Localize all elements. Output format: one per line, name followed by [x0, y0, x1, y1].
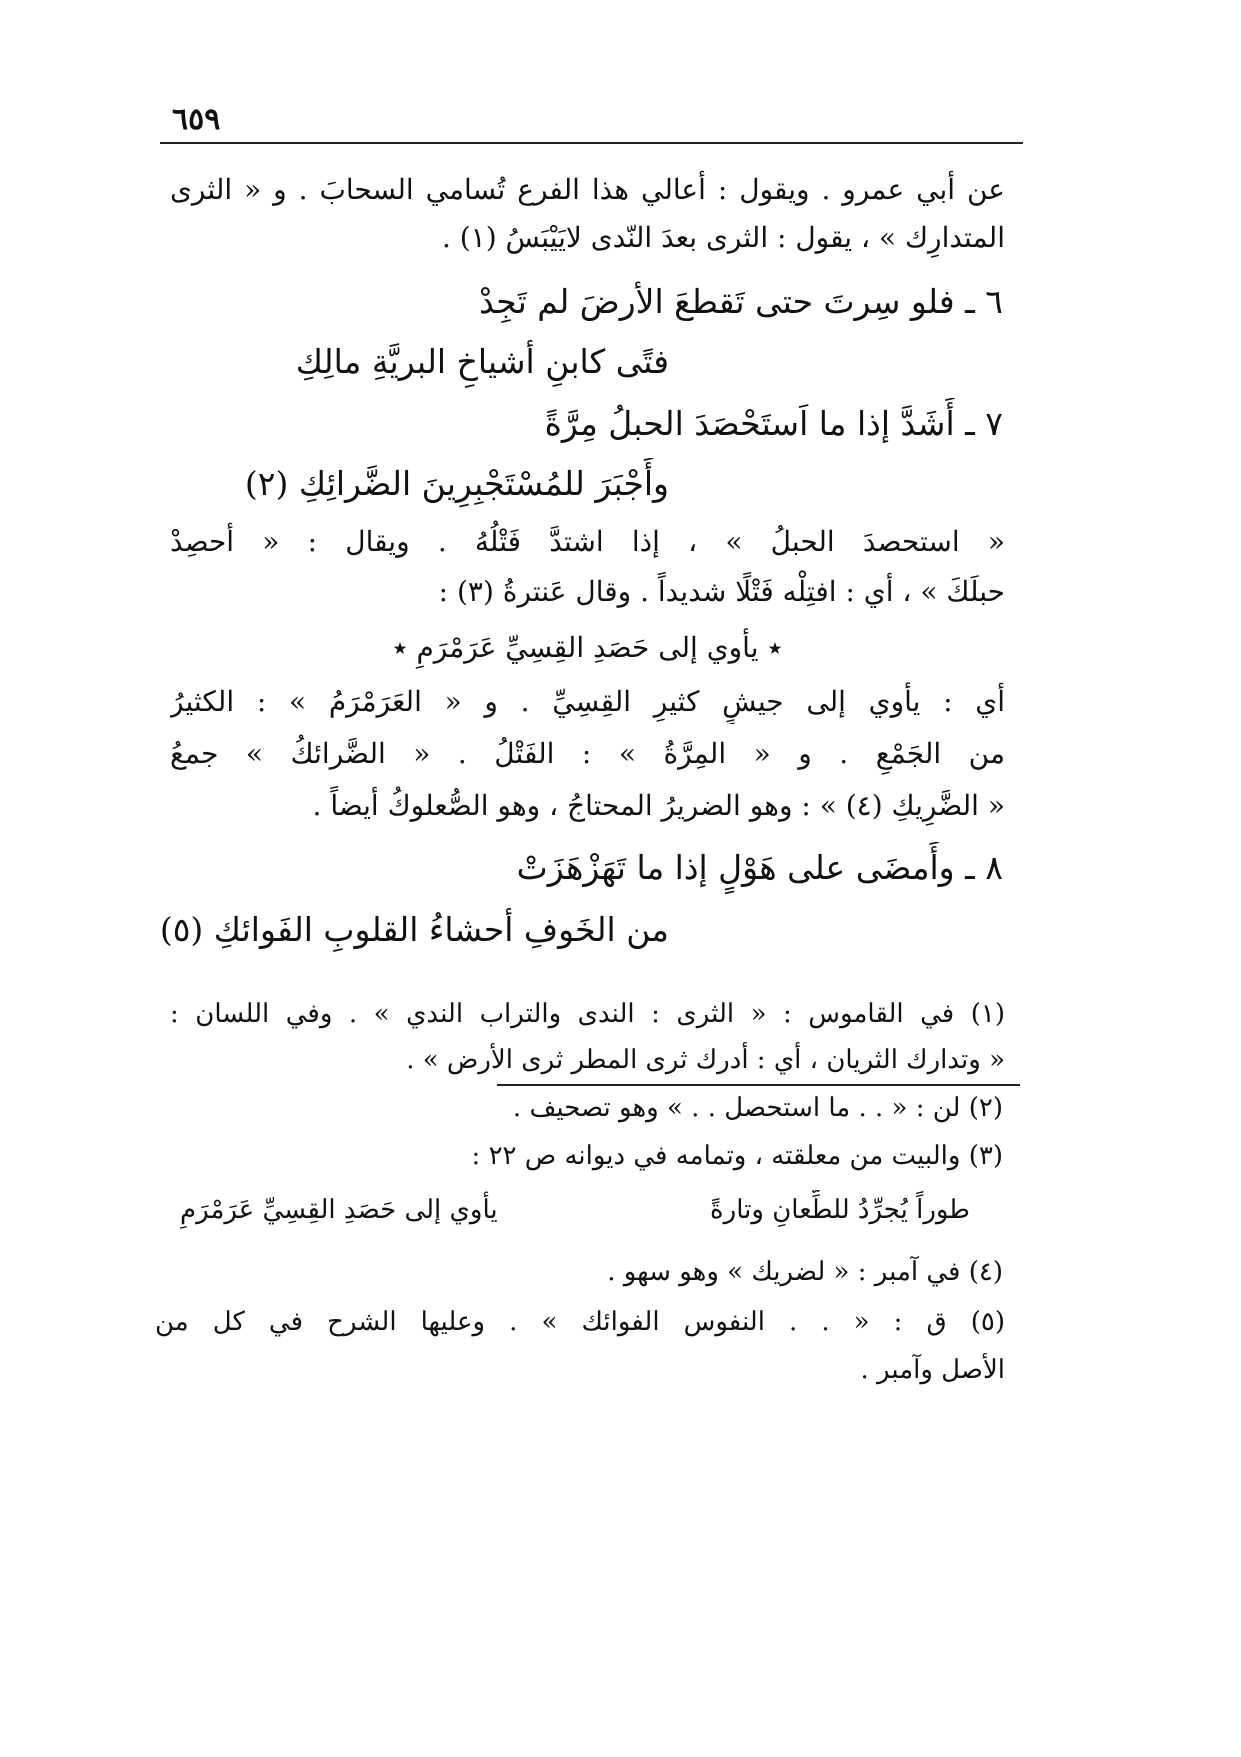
- footnote-3-verse: [180, 1190, 970, 1230]
- header-divider: [160, 142, 1023, 144]
- verse-8-second-hemistich: من الخَوفِ أحشاءُ القلوبِ الفَوائكِ (٥): [159, 910, 669, 949]
- footnote-1-line: (١) في القاموس : « الثرى : الندى والتراب الندي » . وفي اللسان :: [170, 999, 1005, 1029]
- prose-line: المتدارِك » ، يقول : الثرى بعدَ النّدى لايَيْبَسُ (١) .: [441, 221, 1005, 254]
- prose-line: « استحصدَ الحبلُ » ، إذا اشتدَّ فَتْلُهُ . ويقال : « أحصِدْ: [170, 525, 1005, 558]
- verse-8-first-hemistich: ٨ ـ وأَمضَى على هَوْلٍ إذا ما تَهَزْهَزَتْ: [516, 848, 1003, 887]
- verse-6-first-hemistich: ٦ ـ فلو سِرتَ حتى تَقطعَ الأرضَ لم تَجِدْ: [478, 282, 1003, 321]
- footnote-5-line: (٥) ق : « . . النفوس الفوائك » . وعليها الشرح في كل من: [155, 1307, 1005, 1337]
- verse-7-second-hemistich: وأَجْبَرَ للمُسْتَجْبِرِينَ الضَّرائِكِ (٢): [244, 464, 669, 503]
- footnote-3-verse-first: طوراً يُجرِّدُ للطِّعانِ وتارةً: [710, 1195, 970, 1225]
- footnote-3-verse-second: يأوي إلى حَصَدِ القِسِيِّ عَرَمْرَمِ: [180, 1195, 498, 1225]
- footnote-divider: [497, 1084, 1020, 1086]
- prose-line: حبلَكَ » ، أي : افتِلْه فَتْلًا شديداً . وقال عَنترةُ (٣) :: [438, 575, 1005, 608]
- prose-line: أي : يأوي إلى جيشٍ كثيرِ القِسِيِّ . و « العَرَمْرَمُ » : الكثيرُ: [170, 685, 1005, 718]
- footnote-5-line: الأصل وآمبر .: [860, 1355, 1005, 1385]
- footnote-4: (٤) في آمبر : « لضريك » وهو سهو .: [607, 1257, 1003, 1287]
- prose-line: من الجَمْعِ . و « المِرَّةُ » : الفَتْلُ . « الضَّرائكُ » جمعُ: [170, 737, 1005, 770]
- footnote-3: (٣) والبيت من معلقته ، وتمامه في ديوانه ص ٢٢ :: [471, 1141, 1003, 1171]
- footnote-1-line: « وتدارك الثريان ، أي : أدرك ثرى المطر ثرى الأرض » .: [406, 1045, 1005, 1075]
- verse-7-first-hemistich: ٧ ـ أَشَدَّ إذا ما اَستَحْصَدَ الحبلُ مِرَّةً: [544, 404, 1003, 443]
- prose-line: عن أبي عمرو . ويقول : أعالي هذا الفرع تُسامي السحابَ . و « الثرى: [170, 173, 1005, 206]
- prose-line: « الضَّرِيكِ (٤) » : وهو الضريرُ المحتاجُ ، وهو الصُّعلوكُ أيضاً .: [312, 789, 1005, 822]
- verse-6-second-hemistich: فتًى كابنِ أشياخِ البريَّةِ مالِكِ: [295, 342, 669, 381]
- footnote-2: (٢) لن : « . . ما استحصل . . » وهو تصحيف .: [512, 1093, 1003, 1123]
- page-number: ٦٥٩: [172, 102, 221, 137]
- quoted-hemistich: ٭ يأوي إلى حَصَدِ القِسِيِّ عَرَمْرَمِ ٭: [392, 631, 783, 664]
